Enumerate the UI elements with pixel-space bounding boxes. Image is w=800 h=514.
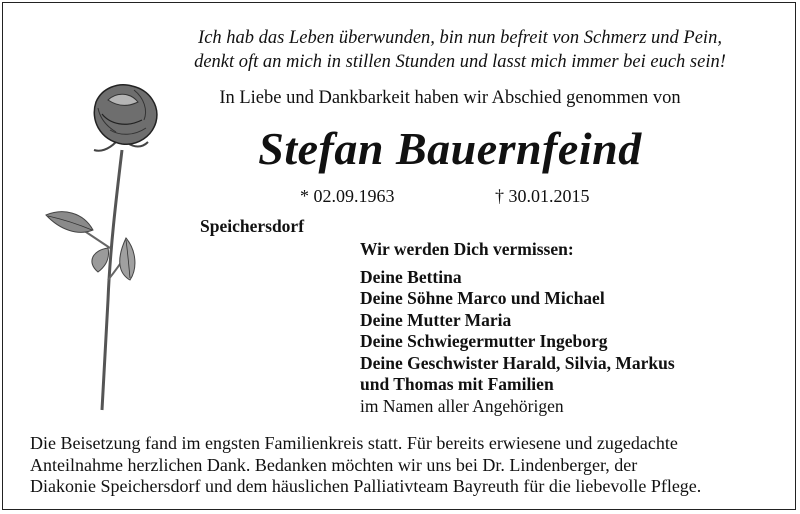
- mourner-line: Deine Geschwister Harald, Silvia, Markus: [360, 352, 675, 373]
- rose-icon: [38, 80, 178, 420]
- mourner-line: und Thomas mit Familien: [360, 374, 554, 394]
- poem-line: Ich hab das Leben überwunden, bin nun befreit von Schmerz und Pein,: [198, 28, 722, 48]
- footer-line: Anteilnahme herzlichen Dank. Bedanken möchten wir uns bei Dr. Lindenberger, der: [30, 454, 638, 475]
- deceased-name: Stefan Bauernfeind: [258, 123, 642, 174]
- mourners-heading: Wir werden Dich vermissen:: [360, 239, 574, 259]
- mourner-line: Deine Mutter Maria: [360, 309, 512, 330]
- place-name: Speichersdorf: [200, 216, 305, 236]
- mourner-line: Deine Söhne Marco und Michael: [360, 288, 605, 308]
- mourner-line: Deine Bettina: [360, 266, 462, 287]
- birth-date: * 02.09.1963: [300, 186, 395, 206]
- poem-line: denkt oft an mich in stillen Stunden und lasst mich immer bei euch sein!: [194, 52, 726, 72]
- death-date: † 30.01.2015: [495, 186, 590, 206]
- intro-text: In Liebe und Dankbarkeit haben wir Abschied genommen von: [219, 88, 681, 108]
- footer-line: Diakonie Speichersdorf und dem häuslichen Palliativteam Bayreuth für die liebevolle Pflege.: [30, 476, 702, 496]
- mourners-closing: im Namen aller Angehörigen: [360, 395, 564, 416]
- mourners-list: [360, 239, 675, 417]
- footer-line: Die Beisetzung fand im engsten Familienkreis statt. Für bereits erwiesene und zugedachte: [30, 433, 678, 453]
- poem: [150, 26, 770, 74]
- footer-note: [30, 433, 790, 498]
- mourner-line: Deine Schwiegermutter Ingeborg: [360, 331, 608, 351]
